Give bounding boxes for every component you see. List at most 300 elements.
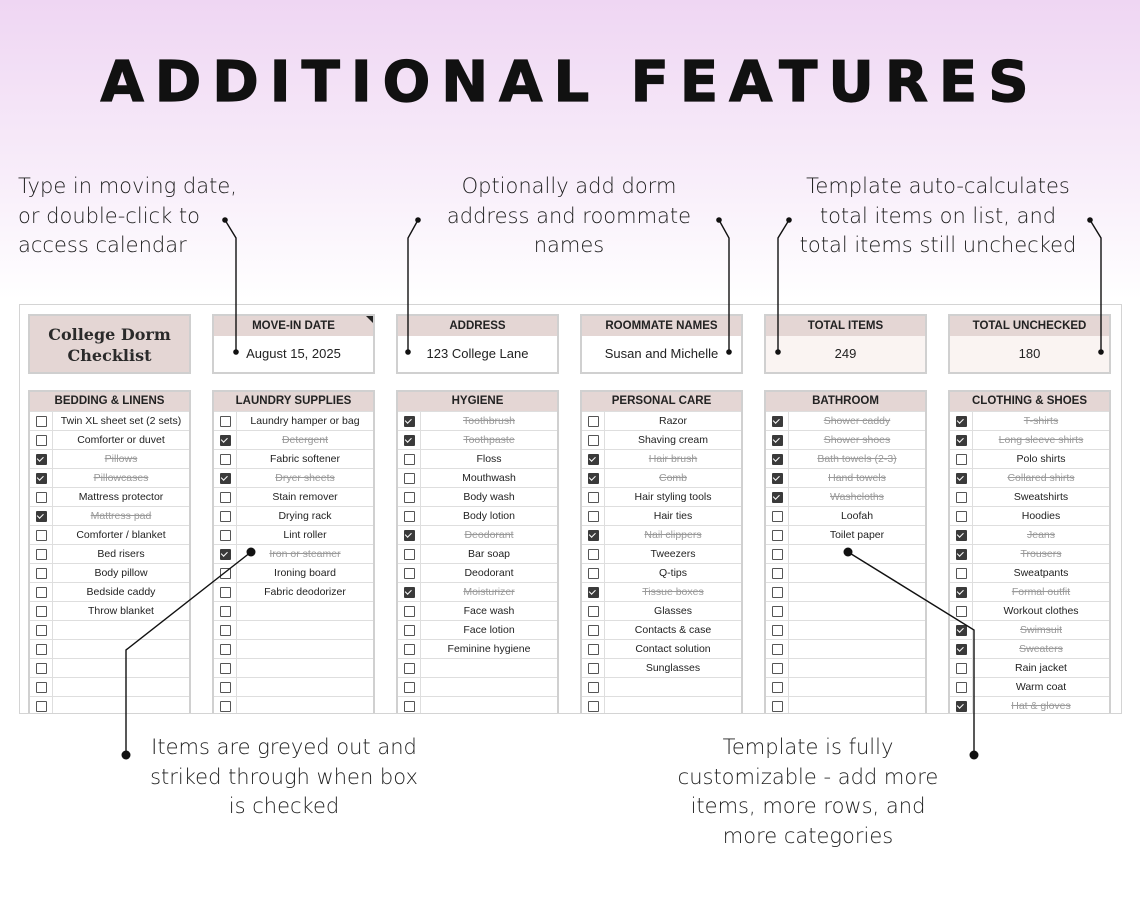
checkbox-cell bbox=[398, 507, 421, 525]
item-label[interactable]: Trousers bbox=[1020, 548, 1062, 560]
checklist-row bbox=[766, 525, 925, 544]
checklist-row bbox=[398, 658, 557, 677]
checkbox[interactable] bbox=[956, 492, 967, 503]
checklist-row bbox=[582, 487, 741, 506]
item-label[interactable]: Polo shirts bbox=[1016, 453, 1066, 465]
checkbox-cell bbox=[766, 564, 789, 582]
checklist-row bbox=[30, 601, 189, 620]
item-label[interactable]: Detergent bbox=[281, 434, 329, 446]
checklist-row bbox=[950, 696, 1109, 714]
checkbox-cell bbox=[766, 678, 789, 696]
checkbox[interactable] bbox=[772, 511, 783, 522]
checked-checkbox[interactable] bbox=[36, 511, 47, 522]
item-label[interactable]: Fabric softener bbox=[269, 453, 341, 465]
category-header: BEDDING & LINENS bbox=[30, 392, 189, 411]
checkbox[interactable] bbox=[588, 416, 599, 427]
checklist-row bbox=[766, 639, 925, 658]
checkbox[interactable] bbox=[588, 625, 599, 636]
checkbox[interactable] bbox=[772, 682, 783, 693]
checkbox-cell bbox=[950, 450, 973, 468]
item-label[interactable]: Pillows bbox=[104, 453, 138, 465]
item-label[interactable]: Shaving cream bbox=[637, 434, 709, 446]
checklist-row bbox=[214, 525, 373, 544]
annotation-line: Items are greyed out and bbox=[151, 735, 417, 759]
annotation-line: Template is fully bbox=[722, 735, 894, 759]
item-label[interactable]: Hair brush bbox=[648, 453, 698, 465]
checkbox-cell bbox=[950, 602, 973, 620]
checkbox-cell bbox=[950, 697, 973, 714]
checklist-row bbox=[766, 506, 925, 525]
checkbox[interactable] bbox=[36, 625, 47, 636]
item-label[interactable]: Shower caddy bbox=[823, 415, 891, 427]
item-label[interactable]: Workout clothes bbox=[1003, 605, 1079, 617]
checkbox[interactable] bbox=[220, 492, 231, 503]
item-label[interactable]: Tweezers bbox=[650, 548, 696, 560]
checkbox-cell bbox=[30, 697, 53, 714]
item-label[interactable]: Iron or steamer bbox=[269, 548, 341, 560]
checkbox[interactable] bbox=[220, 454, 231, 465]
checklist-row bbox=[766, 582, 925, 601]
checked-checkbox[interactable] bbox=[36, 454, 47, 465]
checklist-row bbox=[582, 582, 741, 601]
checkbox[interactable] bbox=[956, 454, 967, 465]
item-label[interactable]: Swimsuit bbox=[1019, 624, 1062, 636]
checkbox[interactable] bbox=[220, 530, 231, 541]
move-in-date-field[interactable]: August 15, 2025 bbox=[246, 346, 341, 361]
checkbox-cell bbox=[214, 678, 237, 696]
annotation-line: more categories bbox=[722, 823, 894, 848]
checklist-row bbox=[30, 411, 189, 430]
checkbox-cell bbox=[398, 678, 421, 696]
checked-checkbox[interactable] bbox=[772, 473, 783, 484]
page-title: ADDITIONAL FEATURES bbox=[100, 50, 1040, 115]
item-label[interactable]: Twin XL sheet set (2 sets) bbox=[60, 415, 182, 427]
checkbox[interactable] bbox=[36, 530, 47, 541]
checklist-row bbox=[582, 506, 741, 525]
item-label[interactable]: Dryer sheets bbox=[275, 472, 335, 484]
checkbox[interactable] bbox=[588, 549, 599, 560]
checkbox[interactable] bbox=[36, 492, 47, 503]
checked-checkbox[interactable] bbox=[588, 473, 599, 484]
checkbox[interactable] bbox=[220, 606, 231, 617]
checklist-row bbox=[766, 658, 925, 677]
checkbox-cell bbox=[766, 545, 789, 563]
item-label[interactable]: Body pillow bbox=[94, 567, 148, 579]
checkbox[interactable] bbox=[588, 568, 599, 579]
checkbox[interactable] bbox=[36, 682, 47, 693]
item-label[interactable]: Tissue boxes bbox=[642, 586, 704, 598]
checkbox[interactable] bbox=[772, 606, 783, 617]
checkbox-cell bbox=[582, 640, 605, 658]
checkbox-cell bbox=[766, 488, 789, 506]
checkbox-cell bbox=[766, 621, 789, 639]
checkbox[interactable] bbox=[404, 663, 415, 674]
checkbox[interactable] bbox=[220, 701, 231, 712]
checklist-row bbox=[214, 658, 373, 677]
checkbox[interactable] bbox=[36, 644, 47, 655]
roommate-names-field[interactable]: Susan and Michelle bbox=[604, 346, 719, 361]
checklist-row bbox=[582, 430, 741, 449]
item-label[interactable]: Toothbrush bbox=[463, 415, 515, 427]
item-label[interactable]: Bedside caddy bbox=[86, 586, 156, 598]
checked-checkbox[interactable] bbox=[956, 587, 967, 598]
checkbox-cell bbox=[398, 640, 421, 658]
item-label[interactable]: Face lotion bbox=[463, 624, 515, 636]
checked-checkbox[interactable] bbox=[588, 454, 599, 465]
checkbox[interactable] bbox=[220, 568, 231, 579]
checked-checkbox[interactable] bbox=[956, 473, 967, 484]
item-label[interactable]: Fabric deodorizer bbox=[264, 586, 346, 598]
item-label[interactable]: Body wash bbox=[463, 491, 515, 503]
checked-checkbox[interactable] bbox=[772, 454, 783, 465]
checkbox-cell bbox=[950, 412, 973, 430]
checkbox[interactable] bbox=[404, 454, 415, 465]
item-label[interactable]: Contact solution bbox=[635, 643, 711, 655]
item-label[interactable]: Sweaters bbox=[1019, 643, 1063, 655]
checked-checkbox[interactable] bbox=[956, 549, 967, 560]
checkbox-cell bbox=[398, 659, 421, 677]
checkbox-cell bbox=[398, 621, 421, 639]
annotation-greyed bbox=[126, 733, 442, 822]
checklist-row bbox=[766, 601, 925, 620]
annotation-customizable bbox=[668, 733, 948, 851]
checklist-row bbox=[766, 620, 925, 639]
checkbox-cell bbox=[398, 602, 421, 620]
checkbox[interactable] bbox=[220, 511, 231, 522]
logo-line: Checklist bbox=[67, 346, 152, 365]
checked-checkbox[interactable] bbox=[588, 587, 599, 598]
checkbox[interactable] bbox=[956, 568, 967, 579]
checked-checkbox[interactable] bbox=[956, 435, 967, 446]
checkbox-cell bbox=[582, 583, 605, 601]
checkbox-cell bbox=[214, 412, 237, 430]
checkbox[interactable] bbox=[220, 587, 231, 598]
checked-checkbox[interactable] bbox=[588, 530, 599, 541]
checkbox-cell bbox=[766, 507, 789, 525]
checkbox[interactable] bbox=[772, 644, 783, 655]
item-label[interactable]: Floss bbox=[476, 453, 502, 465]
item-label[interactable]: Toothpaste bbox=[463, 434, 515, 446]
checklist-row bbox=[214, 620, 373, 639]
checklist-row bbox=[950, 563, 1109, 582]
item-label[interactable]: Hoodies bbox=[1021, 510, 1061, 522]
checkbox[interactable] bbox=[220, 663, 231, 674]
checkbox-cell bbox=[582, 545, 605, 563]
item-label[interactable]: Comforter / blanket bbox=[76, 529, 166, 541]
item-label[interactable]: Rain jacket bbox=[1015, 662, 1067, 674]
checkbox[interactable] bbox=[772, 530, 783, 541]
checklist-row bbox=[30, 487, 189, 506]
annotation-totals bbox=[790, 172, 1086, 261]
checkbox[interactable] bbox=[36, 549, 47, 560]
checkbox[interactable] bbox=[772, 549, 783, 560]
item-label[interactable]: Feminine hygiene bbox=[447, 643, 531, 655]
checked-checkbox[interactable] bbox=[36, 473, 47, 484]
checkbox[interactable] bbox=[404, 473, 415, 484]
checkbox[interactable] bbox=[772, 568, 783, 579]
checkbox[interactable] bbox=[588, 435, 599, 446]
item-label[interactable]: Lint roller bbox=[283, 529, 327, 541]
category-column bbox=[764, 390, 927, 714]
item-label[interactable]: Bed risers bbox=[97, 548, 145, 560]
date-picker-indicator-icon bbox=[366, 316, 373, 323]
item-label[interactable]: Sweatpants bbox=[1013, 567, 1069, 579]
checkbox[interactable] bbox=[404, 606, 415, 617]
checklist-row bbox=[30, 696, 189, 714]
item-label[interactable]: Toilet paper bbox=[829, 529, 885, 541]
checked-checkbox[interactable] bbox=[956, 625, 967, 636]
checklist-row bbox=[582, 449, 741, 468]
checked-checkbox[interactable] bbox=[956, 701, 967, 712]
checkbox-cell bbox=[214, 621, 237, 639]
checklist-row bbox=[582, 620, 741, 639]
item-label[interactable]: Ironing board bbox=[274, 567, 336, 579]
checklist-row bbox=[398, 544, 557, 563]
annotation-line: Type in moving date, bbox=[18, 174, 237, 198]
checked-checkbox[interactable] bbox=[772, 416, 783, 427]
checkbox[interactable] bbox=[220, 682, 231, 693]
checkbox[interactable] bbox=[588, 701, 599, 712]
checkbox-cell bbox=[582, 469, 605, 487]
category-header: CLOTHING & SHOES bbox=[950, 392, 1109, 411]
checked-checkbox[interactable] bbox=[404, 587, 415, 598]
checkbox-cell bbox=[582, 507, 605, 525]
checkbox[interactable] bbox=[588, 644, 599, 655]
checkbox-cell bbox=[398, 697, 421, 714]
checklist-row bbox=[766, 677, 925, 696]
total-items-value: 249 bbox=[766, 336, 925, 372]
checkbox-cell bbox=[30, 412, 53, 430]
checklist-row bbox=[766, 449, 925, 468]
checkbox-cell bbox=[950, 659, 973, 677]
checklist-row bbox=[398, 449, 557, 468]
checklist-row bbox=[30, 449, 189, 468]
checklist-row bbox=[582, 525, 741, 544]
item-label[interactable]: Bath towels (2-3) bbox=[817, 453, 897, 465]
item-label[interactable]: Long sleeve shirts bbox=[998, 434, 1084, 446]
checked-checkbox[interactable] bbox=[956, 416, 967, 427]
checkbox-cell bbox=[214, 602, 237, 620]
checkbox-cell bbox=[582, 678, 605, 696]
checkbox-cell bbox=[30, 583, 53, 601]
item-label[interactable]: Nail clippers bbox=[644, 529, 702, 541]
checkbox[interactable] bbox=[588, 492, 599, 503]
address-field[interactable]: 123 College Lane bbox=[426, 346, 529, 361]
checked-checkbox[interactable] bbox=[404, 530, 415, 541]
checked-checkbox[interactable] bbox=[956, 530, 967, 541]
item-label[interactable]: Warm coat bbox=[1015, 681, 1067, 693]
checkbox[interactable] bbox=[36, 587, 47, 598]
checkbox-cell bbox=[30, 545, 53, 563]
checkbox[interactable] bbox=[220, 644, 231, 655]
checkbox[interactable] bbox=[588, 511, 599, 522]
checkbox[interactable] bbox=[404, 701, 415, 712]
item-label[interactable]: Contacts & case bbox=[634, 624, 712, 636]
item-label[interactable]: Bar soap bbox=[467, 548, 511, 560]
checklist-row bbox=[30, 525, 189, 544]
item-label[interactable]: Mouthwash bbox=[462, 472, 516, 484]
annotation-line: access calendar bbox=[18, 233, 187, 257]
checkbox-cell bbox=[582, 488, 605, 506]
item-label[interactable]: Sunglasses bbox=[645, 662, 701, 674]
checklist-row bbox=[398, 677, 557, 696]
roommate-names-header: ROOMMATE NAMES bbox=[582, 316, 741, 336]
checkbox-cell bbox=[214, 488, 237, 506]
item-label[interactable]: Laundry hamper or bag bbox=[250, 415, 360, 427]
checkbox-cell bbox=[214, 469, 237, 487]
item-label[interactable]: Collared shirts bbox=[1007, 472, 1075, 484]
item-label[interactable]: Hair ties bbox=[653, 510, 693, 522]
checkbox[interactable] bbox=[956, 682, 967, 693]
checked-checkbox[interactable] bbox=[220, 473, 231, 484]
item-label[interactable]: Sweatshirts bbox=[1013, 491, 1069, 503]
checkbox[interactable] bbox=[956, 663, 967, 674]
checked-checkbox[interactable] bbox=[220, 549, 231, 560]
checked-checkbox[interactable] bbox=[404, 435, 415, 446]
checkbox[interactable] bbox=[36, 568, 47, 579]
item-label[interactable]: Hair styling tools bbox=[634, 491, 712, 503]
item-label[interactable]: T-shirts bbox=[1023, 415, 1059, 427]
checkbox[interactable] bbox=[220, 625, 231, 636]
checkbox[interactable] bbox=[404, 682, 415, 693]
checked-checkbox[interactable] bbox=[772, 492, 783, 503]
total-items-header: TOTAL ITEMS bbox=[766, 316, 925, 336]
checklist-row bbox=[398, 620, 557, 639]
checkbox[interactable] bbox=[404, 625, 415, 636]
checkbox[interactable] bbox=[36, 701, 47, 712]
checkbox-cell bbox=[30, 564, 53, 582]
item-label[interactable]: Hat & gloves bbox=[1011, 700, 1071, 712]
checklist-row bbox=[582, 563, 741, 582]
checkbox[interactable] bbox=[588, 663, 599, 674]
checkbox[interactable] bbox=[36, 606, 47, 617]
item-label[interactable]: Comb bbox=[658, 472, 687, 484]
checkbox-cell bbox=[30, 659, 53, 677]
item-label[interactable]: Loofah bbox=[840, 510, 874, 522]
item-label[interactable]: Shower shoes bbox=[823, 434, 891, 446]
checkbox[interactable] bbox=[36, 663, 47, 674]
checkbox-cell bbox=[950, 526, 973, 544]
checklist-row bbox=[214, 639, 373, 658]
checkbox-cell bbox=[398, 469, 421, 487]
checkbox[interactable] bbox=[404, 492, 415, 503]
item-label[interactable]: Pillowcases bbox=[93, 472, 149, 484]
item-label[interactable]: Hand towels bbox=[828, 472, 886, 484]
checkbox[interactable] bbox=[404, 511, 415, 522]
checklist-row bbox=[30, 468, 189, 487]
item-label[interactable]: Comforter or duvet bbox=[77, 434, 165, 446]
move-in-date-header: MOVE-IN DATE bbox=[214, 316, 373, 336]
item-label[interactable]: Jeans bbox=[1026, 529, 1056, 541]
logo-line: College Dorm bbox=[48, 325, 171, 344]
checkbox[interactable] bbox=[36, 416, 47, 427]
checklist-row bbox=[214, 468, 373, 487]
checklist-row bbox=[398, 411, 557, 430]
checkbox[interactable] bbox=[220, 416, 231, 427]
item-label[interactable]: Razor bbox=[658, 415, 687, 427]
category-header: PERSONAL CARE bbox=[582, 392, 741, 411]
item-label[interactable]: Mattress pad bbox=[90, 510, 152, 522]
roommate-names-cell bbox=[580, 314, 743, 374]
item-label[interactable]: Throw blanket bbox=[88, 605, 154, 617]
checkbox-cell bbox=[30, 450, 53, 468]
checklist-row bbox=[582, 696, 741, 714]
checklist-row bbox=[30, 582, 189, 601]
checked-checkbox[interactable] bbox=[772, 435, 783, 446]
category-column bbox=[212, 390, 375, 714]
checkbox-cell bbox=[950, 431, 973, 449]
checkbox-cell bbox=[30, 507, 53, 525]
checklist-row bbox=[950, 430, 1109, 449]
checkbox-cell bbox=[766, 412, 789, 430]
item-label[interactable]: Formal outfit bbox=[1011, 586, 1071, 598]
checkbox-cell bbox=[214, 564, 237, 582]
checklist-row bbox=[950, 620, 1109, 639]
item-label[interactable]: Body lotion bbox=[463, 510, 515, 522]
item-label[interactable]: Deodorant bbox=[464, 529, 514, 541]
checkbox[interactable] bbox=[956, 606, 967, 617]
checkbox[interactable] bbox=[404, 568, 415, 579]
checkbox[interactable] bbox=[588, 682, 599, 693]
checkbox[interactable] bbox=[956, 511, 967, 522]
checklist-row bbox=[30, 658, 189, 677]
checkbox-cell bbox=[398, 488, 421, 506]
checkbox-cell bbox=[766, 640, 789, 658]
checkbox-cell bbox=[214, 431, 237, 449]
checkbox-cell bbox=[398, 583, 421, 601]
checked-checkbox[interactable] bbox=[956, 644, 967, 655]
category-column bbox=[948, 390, 1111, 714]
checkbox-cell bbox=[766, 697, 789, 714]
checklist-row bbox=[582, 658, 741, 677]
checklist-row bbox=[214, 696, 373, 714]
checklist-row bbox=[766, 411, 925, 430]
checkbox[interactable] bbox=[772, 701, 783, 712]
item-label[interactable]: Mattress protector bbox=[78, 491, 164, 503]
checkbox[interactable] bbox=[404, 549, 415, 560]
checkbox-cell bbox=[766, 431, 789, 449]
checkbox-cell bbox=[582, 450, 605, 468]
annotation-address bbox=[424, 172, 714, 261]
checked-checkbox[interactable] bbox=[404, 416, 415, 427]
item-label[interactable]: Q-tips bbox=[658, 567, 687, 579]
checkbox-cell bbox=[214, 507, 237, 525]
checklist-row bbox=[398, 696, 557, 714]
checkbox[interactable] bbox=[772, 587, 783, 598]
checklist-row bbox=[214, 411, 373, 430]
checkbox-cell bbox=[950, 488, 973, 506]
checkbox-cell bbox=[398, 564, 421, 582]
checked-checkbox[interactable] bbox=[220, 435, 231, 446]
item-label[interactable]: Washcloths bbox=[830, 491, 884, 503]
item-label[interactable]: Stain remover bbox=[272, 491, 338, 503]
checkbox-cell bbox=[766, 450, 789, 468]
checklist-row bbox=[950, 582, 1109, 601]
checkbox[interactable] bbox=[772, 663, 783, 674]
checklist-row bbox=[766, 563, 925, 582]
checklist-row bbox=[766, 468, 925, 487]
item-label[interactable]: Drying rack bbox=[278, 510, 332, 522]
item-label[interactable]: Moisturizer bbox=[463, 586, 515, 598]
checkbox[interactable] bbox=[404, 644, 415, 655]
item-label[interactable]: Deodorant bbox=[464, 567, 514, 579]
item-label[interactable]: Face wash bbox=[463, 605, 515, 617]
checkbox-cell bbox=[30, 526, 53, 544]
checkbox[interactable] bbox=[588, 606, 599, 617]
checkbox[interactable] bbox=[36, 435, 47, 446]
item-label[interactable]: Glasses bbox=[654, 605, 692, 617]
checkbox[interactable] bbox=[772, 625, 783, 636]
